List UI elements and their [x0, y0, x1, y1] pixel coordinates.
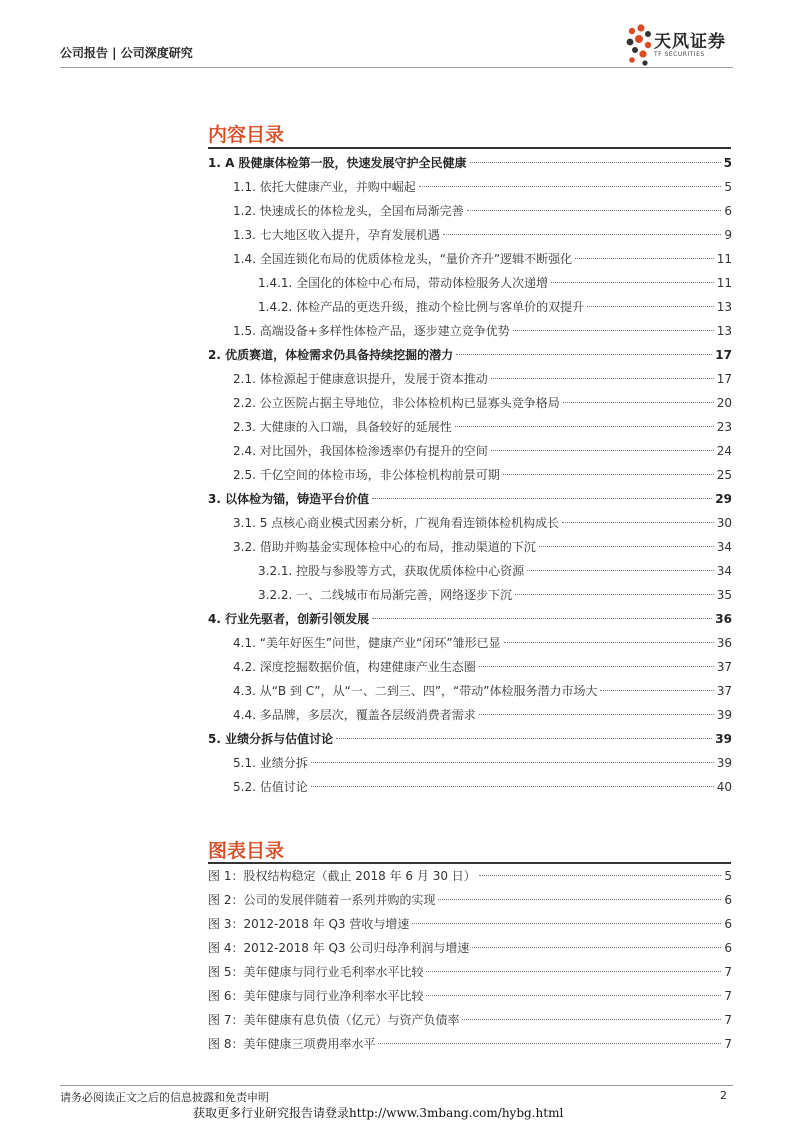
toc-entry-label: 4.4. 多品牌，多层次，覆盖各层级消费者需求	[233, 708, 476, 722]
toc-entry[interactable]	[208, 511, 732, 535]
toc-entry-label: 4.1. “美年好医生”问世，健康产业“闭环”雏形已显	[233, 636, 501, 650]
toc-entry-leader	[551, 282, 714, 283]
toc-entry-page: 23	[716, 420, 732, 434]
toc-entry[interactable]	[208, 751, 732, 775]
figure-entry-page: 6	[724, 941, 732, 955]
toc-entry-leader	[467, 210, 722, 211]
toc-entry-label: 2.5. 千亿空间的体检市场，非公体检机构前景可期	[233, 468, 500, 482]
toc-entry-page: 9	[724, 228, 732, 242]
toc-entry-leader	[470, 162, 721, 163]
logo-subtitle: TF SECURITIES	[654, 51, 705, 58]
toc-entry[interactable]	[208, 415, 732, 439]
toc-entry-leader	[527, 570, 714, 571]
toc-entry[interactable]	[208, 487, 732, 511]
page-number: 2	[720, 1089, 727, 1102]
toc-entry-page: 39	[716, 756, 732, 770]
footer-divider	[60, 1085, 733, 1086]
toc-entry-page: 25	[716, 468, 732, 482]
toc-entry-label: 4. 行业先驱者，创新引领发展	[208, 612, 370, 626]
toc-entry[interactable]	[208, 583, 732, 607]
figure-entry-page: 7	[724, 1013, 732, 1027]
figures-title: 图表目录	[208, 840, 285, 862]
toc-entry-page: 13	[716, 300, 732, 314]
toc-entry-label: 3.2.2. 一、二线城市布局渐完善，网络逐步下沉	[258, 588, 513, 602]
figure-entry-label: 图 2：公司的发展伴随着一系列并购的实现	[208, 893, 436, 907]
toc-entry-leader	[479, 666, 714, 667]
toc-list	[208, 151, 732, 799]
figure-entry-label: 图 8：美年健康三项费用率水平	[208, 1037, 376, 1051]
toc-entry-page: 36	[715, 612, 732, 626]
toc-entry-leader	[504, 642, 714, 643]
toc-entry-label: 1.3. 七大地区收入提升，孕育发展机遇	[233, 228, 440, 242]
toc-entry[interactable]	[208, 535, 732, 559]
toc-entry[interactable]	[208, 223, 732, 247]
toc-entry-label: 1.5. 高端设备+多样性体检产品，逐步建立竞争优势	[233, 324, 510, 338]
figure-entry-page: 6	[724, 893, 732, 907]
toc-entry-leader	[562, 522, 714, 523]
toc-entry-label: 3.2.1. 控股与参股等方式，获取优质体检中心资源	[258, 564, 525, 578]
toc-entry[interactable]	[208, 175, 732, 199]
toc-entry[interactable]	[208, 775, 732, 799]
toc-entry-label: 1. A 股健康体检第一股，快速发展守护全民健康	[208, 156, 467, 170]
toc-entry-leader	[515, 594, 714, 595]
figure-entry[interactable]	[208, 1032, 732, 1056]
figure-entry-label: 图 4：2012-2018 年 Q3 公司归母净利润与增速	[208, 941, 470, 955]
toc-entry-page: 37	[716, 660, 732, 674]
toc-entry-label: 1.4.1. 全国化的体检中心布局，带动体检服务人次递增	[258, 276, 549, 290]
toc-entry-leader	[455, 426, 714, 427]
figures-list	[208, 864, 732, 1056]
footer-promo-link[interactable]: 获取更多行业研究报告请登录http://www.3mbang.com/hybg.html	[193, 1106, 564, 1120]
toc-entry-label: 1.4. 全国连锁化布局的优质体检龙头，“量价齐升”逻辑不断强化	[233, 252, 573, 266]
toc-entry-leader	[443, 234, 722, 235]
toc-entry-label: 1.1. 依托大健康产业，并购中崛起	[233, 180, 416, 194]
toc-entry-label: 2.3. 大健康的入口端，具备较好的延展性	[233, 420, 452, 434]
toc-entry-leader	[587, 306, 714, 307]
figure-entry-page: 7	[724, 989, 732, 1003]
toc-entry-page: 11	[716, 252, 732, 266]
toc-entry[interactable]	[208, 319, 732, 343]
figure-entry-page: 7	[724, 965, 732, 979]
toc-entry[interactable]	[208, 367, 732, 391]
toc-entry-leader	[503, 474, 714, 475]
toc-entry-leader	[491, 378, 714, 379]
toc-entry-leader	[563, 402, 714, 403]
figure-entry[interactable]	[208, 960, 732, 984]
toc-entry-page: 17	[716, 372, 732, 386]
toc-entry-label: 1.4.2. 体检产品的更迭升级，推动个检比例与客单价的双提升	[258, 300, 585, 314]
toc-entry-page: 35	[716, 588, 732, 602]
toc-entry-page: 5	[724, 180, 732, 194]
figure-entry-leader	[378, 1043, 721, 1044]
figure-entry-leader	[479, 875, 722, 876]
figure-entry[interactable]	[208, 1008, 732, 1032]
toc-entry[interactable]	[208, 439, 732, 463]
figure-entry-label: 图 6：美年健康与同行业净利率水平比较	[208, 989, 424, 1003]
toc-entry[interactable]	[208, 631, 732, 655]
figure-entry[interactable]	[208, 912, 732, 936]
toc-entry-page: 13	[716, 324, 732, 338]
toc-entry-leader	[479, 714, 714, 715]
toc-entry-leader	[311, 762, 714, 763]
toc-entry-label: 5. 业绩分拆与估值讨论	[208, 732, 334, 746]
toc-entry[interactable]	[208, 151, 732, 175]
toc-entry[interactable]	[208, 559, 732, 583]
toc-entry[interactable]	[208, 343, 732, 367]
toc-title-divider	[208, 147, 731, 149]
toc-entry-label: 3. 以体检为锚，铸造平台价值	[208, 492, 370, 506]
toc-entry-label: 3.1. 5 点核心商业模式因素分析，广视角看连锁体检机构成长	[233, 516, 560, 530]
toc-entry-label: 2.1. 体检源起于健康意识提升，发展于资本推动	[233, 372, 488, 386]
footer-disclaimer: 请务必阅读正文之后的信息披露和免责申明	[60, 1091, 269, 1104]
toc-entry[interactable]	[208, 655, 732, 679]
toc-entry-page: 11	[716, 276, 732, 290]
toc-entry-leader	[513, 330, 714, 331]
toc-entry-label: 1.2. 快速成长的体检龙头，全国布局渐完善	[233, 204, 464, 218]
figure-entry-leader	[438, 899, 721, 900]
toc-entry[interactable]	[208, 727, 732, 751]
figure-entry-leader	[462, 1019, 721, 1020]
toc-entry-label: 2.4. 对比国外，我国体检渗透率仍有提升的空间	[233, 444, 488, 458]
toc-entry-page: 17	[715, 348, 732, 362]
report-category: 公司报告 | 公司深度研究	[60, 46, 193, 60]
figure-entry-leader	[426, 995, 721, 996]
figure-entry-page: 6	[724, 917, 732, 931]
figure-entry-leader	[426, 971, 721, 972]
toc-entry-page: 34	[716, 564, 732, 578]
toc-entry-page: 39	[716, 708, 732, 722]
figure-entry[interactable]	[208, 984, 732, 1008]
toc-entry-label: 4.2. 深度挖掘数据价值，构建健康产业生态圈	[233, 660, 476, 674]
toc-entry-leader	[539, 546, 714, 547]
toc-entry-leader	[600, 690, 713, 691]
figure-entry[interactable]	[208, 936, 732, 960]
toc-entry[interactable]	[208, 295, 732, 319]
toc-entry-page: 6	[724, 204, 732, 218]
toc-title: 内容目录	[208, 124, 285, 146]
toc-entry[interactable]	[208, 271, 732, 295]
toc-entry-label: 3.2. 借助并购基金实现体检中心的布局，推动渠道的下沉	[233, 540, 536, 554]
toc-entry-page: 36	[716, 636, 732, 650]
figure-entry-page: 5	[724, 869, 732, 883]
figure-entry-label: 图 1：股权结构稳定（截止 2018 年 6 月 30 日）	[208, 869, 476, 883]
toc-entry[interactable]	[208, 703, 732, 727]
figure-entry[interactable]	[208, 888, 732, 912]
toc-entry-page: 24	[716, 444, 732, 458]
toc-entry-label: 2. 优质赛道，体检需求仍具备持续挖掘的潜力	[208, 348, 454, 362]
toc-entry-leader	[336, 738, 712, 739]
toc-entry-page: 39	[715, 732, 732, 746]
logo-name: 天风证券	[654, 32, 726, 52]
figure-entry-label: 图 7：美年健康有息负债（亿元）与资产负债率	[208, 1013, 460, 1027]
toc-entry-label: 4.3. 从“B 到 C”，从“一、二到三、四”，“带动”体检服务潜力市场大	[233, 684, 598, 698]
toc-entry[interactable]	[208, 463, 732, 487]
header-divider	[60, 67, 733, 68]
toc-entry-page: 29	[715, 492, 732, 506]
toc-entry[interactable]	[208, 247, 732, 271]
toc-entry-page: 34	[716, 540, 732, 554]
toc-entry-page: 40	[716, 780, 732, 794]
toc-entry-page: 5	[723, 156, 732, 170]
toc-entry-page: 37	[716, 684, 732, 698]
toc-entry-leader	[491, 450, 714, 451]
toc-entry[interactable]	[208, 679, 732, 703]
toc-entry-page: 20	[716, 396, 732, 410]
toc-entry-leader	[575, 258, 714, 259]
toc-entry-label: 5.1. 业绩分拆	[233, 756, 308, 770]
toc-entry-label: 2.2. 公立医院占据主导地位，非公体检机构已显寡头竞争格局	[233, 396, 560, 410]
toc-entry-leader	[456, 354, 712, 355]
figure-entry-label: 图 5：美年健康与同行业毛利率水平比较	[208, 965, 424, 979]
toc-entry-leader	[419, 186, 722, 187]
toc-entry[interactable]	[208, 199, 732, 223]
figure-entry-label: 图 3：2012-2018 年 Q3 营收与增速	[208, 917, 410, 931]
toc-entry-leader	[311, 786, 714, 787]
toc-entry-leader	[372, 498, 712, 499]
figure-entry-page: 7	[724, 1037, 732, 1051]
figure-entry-leader	[472, 947, 721, 948]
toc-entry[interactable]	[208, 607, 732, 631]
toc-entry-leader	[372, 618, 712, 619]
figure-entry[interactable]	[208, 864, 732, 888]
figure-entry-leader	[412, 923, 721, 924]
toc-entry-label: 5.2. 估值讨论	[233, 780, 308, 794]
toc-entry[interactable]	[208, 391, 732, 415]
toc-entry-page: 30	[716, 516, 732, 530]
